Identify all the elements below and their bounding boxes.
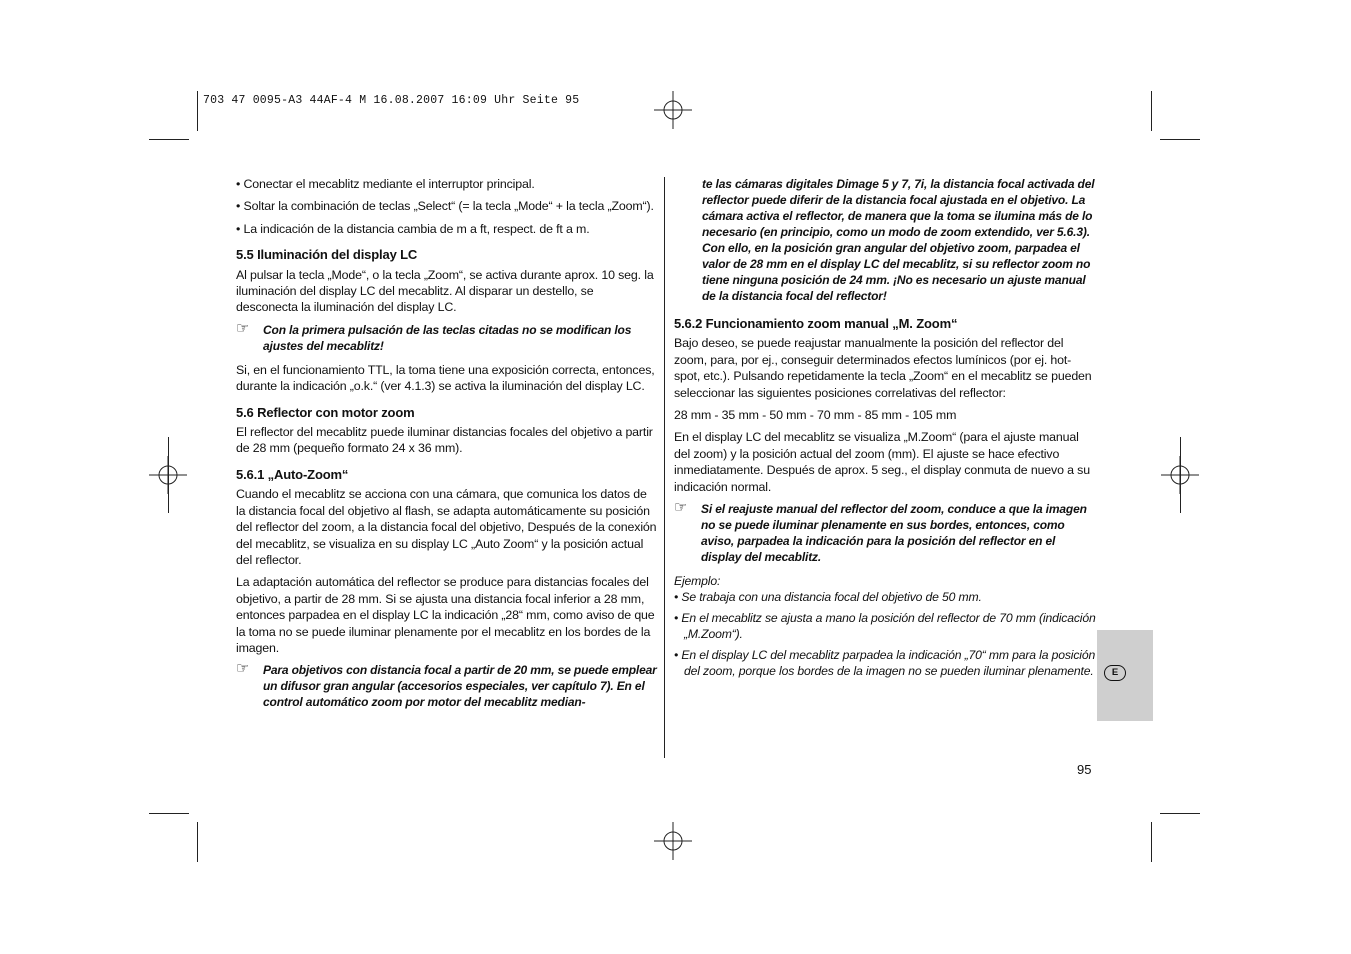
note — [236, 319, 658, 354]
note — [236, 662, 658, 710]
crop-mark — [1160, 139, 1200, 140]
registration-extend — [168, 437, 169, 513]
crop-mark — [1160, 813, 1200, 814]
language-badge: E — [1104, 665, 1126, 681]
list-item: • Conectar el mecablitz mediante el interruptor principal. — [236, 177, 535, 191]
registration-mark-icon — [654, 91, 692, 129]
paragraph: Si, en el funcionamiento TTL, la toma tiene una exposición correcta, entonces, durante la indicación „o.k.“ (ver 4.1.3) se activa la iluminación del display LC. — [236, 362, 655, 394]
crop-mark — [1151, 822, 1152, 862]
registration-extend — [1180, 437, 1181, 513]
page-number: 95 — [1077, 762, 1092, 777]
note-text: Si el reajuste manual del reflector del zoom, conduce a que la imagen no se puede iluminar plenamente en sus bordes, entonces, como aviso, parpadea la indicación para la posición del reflector en el display del mecablitz. — [701, 502, 1087, 565]
list-item: • Se trabaja con una distancia focal del objetivo de 50 mm. — [674, 590, 982, 605]
crop-mark — [1151, 91, 1152, 131]
crop-mark — [197, 91, 198, 131]
pointing-hand-icon: ☞ — [236, 660, 250, 678]
column-divider — [664, 177, 665, 758]
zoom-positions: 28 mm - 35 mm - 50 mm - 70 mm - 85 mm - 105 mm — [674, 408, 957, 423]
note-text: Para objetivos con distancia focal a partir de 20 mm, se puede emplear un difusor gran angular (accesorios especiales, ver capítulo 7). En el control automático zoom por motor del mecablitz median- — [263, 663, 657, 710]
paragraph: En el display LC del mecablitz se visualiza „M.Zoom“ (para el ajuste manual del zoom) y la posición actual del zoom (mm). El ajuste se hace efectivo inmediatamente. Después de aprox. 5 seg., el display conmuta de nuevo a su indicación normal. — [674, 430, 1090, 494]
right-column — [674, 176, 1096, 684]
language-tab — [1097, 630, 1153, 721]
note-text: Con la primera pulsación de las teclas citadas no se modifican los ajustes del mecablitz! — [263, 322, 632, 353]
section-title: 5.5 Iluminación del display LC — [236, 247, 418, 263]
list-item: • En el display LC del mecablitz parpadea la indicación „70“ mm para la posición del zoom, porque los bordes de la imagen no se pueden iluminar plenamente. — [674, 647, 1096, 679]
list-item: • La indicación de la distancia cambia de m a ft, respect. de ft a m. — [236, 221, 590, 236]
crop-mark — [149, 139, 189, 140]
example-label: Ejemplo: — [674, 574, 721, 589]
list-item: • En el mecablitz se ajusta a mano la posición del reflector de 70 mm (indicación „M.Zoom“). — [674, 610, 1096, 642]
pointing-hand-icon: ☞ — [674, 499, 688, 517]
section-title: 5.6 Reflector con motor zoom — [236, 404, 415, 420]
paragraph: Al pulsar la tecla „Mode“, o la tecla „Zoom“, se activa durante aprox. 10 seg. la iluminación del display LC del mecablitz. Al disparar un destello, se desconecta la iluminación del display LC. — [236, 267, 654, 315]
list-item: • Soltar la combinación de teclas „Select“ (= la tecla „Mode“ + la tecla „Zoom“). — [236, 199, 654, 214]
section-title: 5.6.2 Funcionamiento zoom manual „M. Zoom“ — [674, 316, 958, 331]
registration-mark-icon — [654, 822, 692, 860]
example — [674, 573, 1096, 679]
note — [674, 501, 1096, 565]
paragraph: Bajo deseo, se puede reajustar manualmente la posición del reflector del zoom, para, por ej., conseguir determinados efectos lumínicos (por ej. hot-spot, etc.). Pulsando repetidamente la tecla „Zoom“ en el mecablitz se pueden seleccionar las siguientes posiciones correlativas del reflector: — [674, 336, 1092, 400]
crop-mark — [197, 822, 198, 862]
pointing-hand-icon: ☞ — [236, 319, 250, 337]
paragraph: La adaptación automática del reflector se produce para distancias focales del objetivo, a partir de 28 mm. Si se ajusta una distancia focal inferior a 28 mm, entonces parpadea en el display LC la indicación „28“ mm, como aviso de que la toma no se puede iluminar plenamente por el mecablitz en los bordes de la imagen. — [236, 575, 655, 655]
print-slug: 703 47 0095-A3 44AF-4 M 16.08.2007 16:09 Uhr Seite 95 — [203, 94, 580, 107]
crop-mark — [149, 813, 189, 814]
paragraph: El reflector del mecablitz puede iluminar distancias focales del objetivo a partir de 28 mm (pequeño formato 24 x 36 mm). — [236, 425, 653, 456]
left-column — [236, 176, 658, 718]
note-continuation: te las cámaras digitales Dimage 5 y 7, 7i, la distancia focal activada del reflector puede diferir de la distancia focal ajustada en el objetivo. La cámara activa el reflector, de manera que la toma se ilumina más de lo necesario (en principio, como un modo de zoom extendido, ver 5.6.3). Con ello, en la posición gran angular del objetivo zoom, parpadea el valor de 28 mm en el display LC del mecablitz, si su reflector zoom no tiene ninguna posición de 24 mm. ¡No es necesario un ajuste manual de la distancia focal del reflector! — [702, 177, 1095, 303]
section-title: 5.6.1 „Auto-Zoom“ — [236, 466, 349, 482]
paragraph: Cuando el mecablitz se acciona con una cámara, que comunica los datos de la distancia focal del objetivo al flash, se adapta automáticamente su posición del reflector del zoom, a la distancia focal del objetivo, Después de la conexión del mecablitz, se visualiza en su display LC „Auto Zoom“ y la posición actual del reflector. — [236, 487, 657, 567]
